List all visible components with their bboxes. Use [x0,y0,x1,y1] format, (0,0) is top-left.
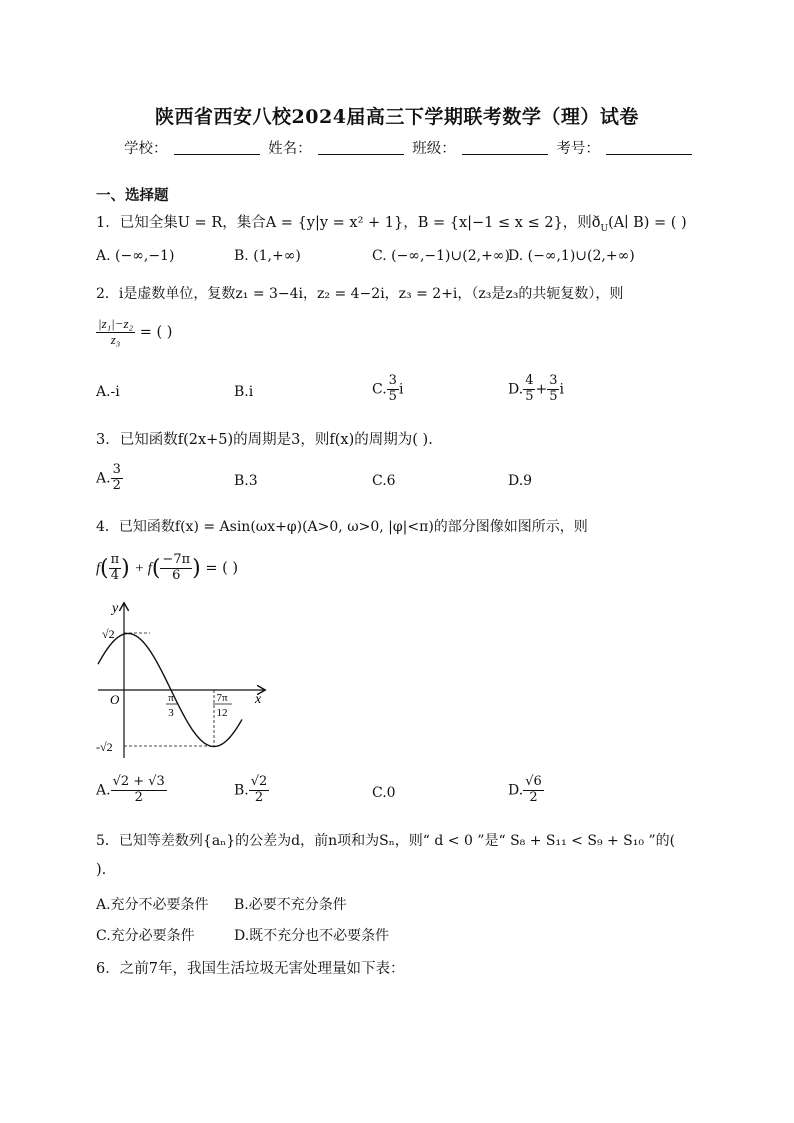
q1-option-b: B. (1,+∞) [234,248,301,264]
q5-option-b: B.必要不充分条件 [234,897,347,913]
number-blank [606,140,692,155]
info-label-school: 学校： [124,141,168,157]
q1-sub: U [600,223,609,234]
y-axis-label: y [112,601,119,616]
class-blank [462,140,548,155]
q1-text: 1．已知全集U = R，集合A = {y|y = x² + 1}，B = {x|−1 ≤ x ≤ 2}，则ð [96,215,601,231]
q4-option-c: C.0 [372,785,396,801]
q1-option-c: C. (−∞,−1)∪(2,+∞) [372,248,510,264]
q4-option-d: D. $\frac{√6}{2}$ [508,774,542,805]
q5-text: 5．已知等差数列{aₙ}的公差为d，前n项和为Sₙ，则“ d < 0 ”是“ S₈ + S₁₁ < S₉ + S₁₀ ”的( [96,833,676,849]
y-min-label: -√2 [96,740,113,754]
q5-option-a: A.充分不必要条件 [96,897,209,913]
q4-option-b: B. $\frac{√2}{2}$ [234,774,268,805]
q2-frac-num: |z₁|−z₂ [98,316,134,331]
q4-text: 4．已知函数f(x) = Asin(ωx+φ)(A>0, ω>0, |φ|<π)的部分图像如图所示，则 [96,519,588,535]
q6-text: 6．之前7年，我国生活垃圾无害处理量如下表： [96,961,405,977]
sine-graph [94,598,274,762]
info-label-name: 姓名： [268,141,312,157]
q2-tail: = ( ) [139,324,173,341]
question-1 [96,211,687,234]
page-title: 陕西省西安八校2024届高三下学期联考数学（理）试卷 [155,106,639,128]
q2-option-c: C. $\frac{3}{5}$ i [372,373,404,404]
q3-option-b: B.3 [234,473,258,489]
q3-option-a: A. $\frac{3}{2}$ [96,462,121,493]
q1-tail: (A∣ B) = ( ) [608,215,687,231]
x-tick1-den: 3 [168,707,174,719]
q2-expression [96,317,172,348]
q2-option-a: A.-i [96,384,120,400]
q1-option-a: A. (−∞,−1) [96,248,175,264]
x-tick2-den: 12 [216,707,228,719]
q2-option-d: D. $\frac{4}{5}$ + $\frac{3}{5}$ i [508,373,564,404]
student-info [124,137,696,158]
x-tick2-num: 7π [216,692,228,704]
q2-frac-den: z₃ [110,331,121,347]
name-blank [318,140,404,155]
x-axis-label: x [255,692,262,707]
q3-option-c: C.6 [372,473,396,489]
q2-option-b: B.i [234,384,254,400]
q3-option-d: D.9 [508,473,533,489]
q1-option-d: D. (−∞,1)∪(2,+∞) [508,248,635,264]
q2-text: 2．i是虚数单位，复数z₁ = 3−4i，z₂ = 4−2i，z₃ = 2+i，（z₃是z₃的共轭复数），则 [96,286,624,302]
q5-option-c: C.充分必要条件 [96,928,195,944]
info-label-class: 班级： [412,141,456,157]
q3-text: 3．已知函数f(2x+5)的周期是3，则f(x)的周期为( ). [96,432,433,448]
q5-option-d: D.既不充分也不必要条件 [234,928,390,944]
info-label-number: 考号： [556,141,600,157]
y-max-label: √2 [102,627,115,641]
school-blank [174,140,260,155]
origin-label: O [110,692,120,707]
q5-text-cont: ). [96,862,107,878]
x-tick1-num: π [168,692,174,704]
q4-option-a: A. $\frac{√2 + √3}{2}$ [96,774,165,805]
section-heading: 一、选择题 [96,187,169,204]
q4-expression: f( $\frac{\pi}{4}$ ) + f( $\frac{-7\pi}{6}$ ) = ( ) [96,552,239,583]
